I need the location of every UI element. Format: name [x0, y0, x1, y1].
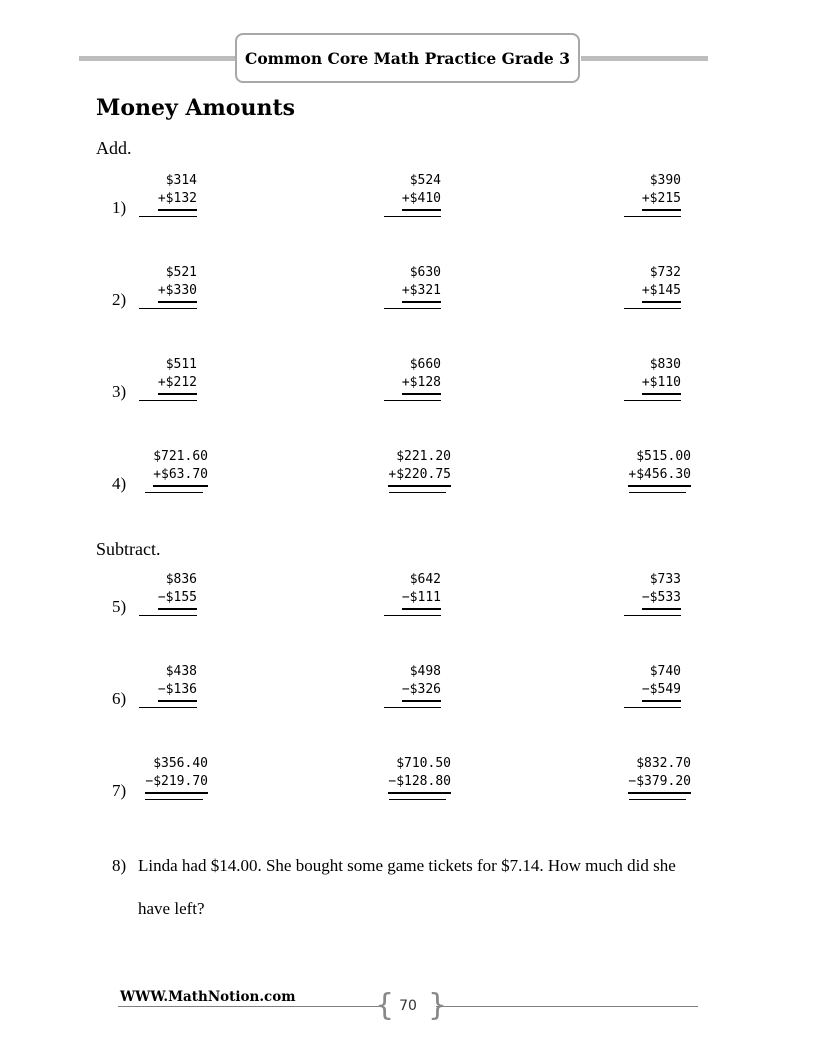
first-amount: $221.20 — [396, 449, 451, 464]
problem-row — [0, 755, 816, 825]
problem-item — [388, 755, 451, 794]
second-amount: −$128.80 — [388, 773, 451, 794]
header-rule-left — [79, 56, 237, 61]
answer-line — [139, 707, 197, 708]
second-amount: −$326 — [402, 681, 441, 702]
problem-number: 6) — [112, 689, 127, 708]
problem-item — [145, 755, 208, 794]
second-amount: −$379.20 — [628, 773, 691, 794]
problem-item — [628, 448, 691, 487]
footer-rule-right — [436, 1006, 698, 1007]
problem-item — [642, 356, 681, 395]
problem-item — [158, 663, 197, 702]
second-amount: +$220.75 — [388, 466, 451, 487]
problem-row — [0, 172, 816, 242]
answer-line — [624, 707, 681, 708]
problem-item — [402, 571, 441, 610]
first-amount: $524 — [409, 173, 441, 188]
first-amount: $740 — [649, 664, 681, 679]
second-amount: +$132 — [158, 190, 197, 211]
answer-line — [624, 615, 681, 616]
footer-rule-left — [118, 1006, 380, 1007]
problem-number: 2) — [112, 290, 127, 309]
problem-number: 4) — [112, 474, 127, 493]
answer-line — [389, 799, 446, 800]
answer-line — [624, 400, 681, 401]
header-rule-right — [581, 56, 708, 61]
subtract-section-label: Subtract. — [96, 539, 161, 559]
page-number: 70 — [399, 998, 417, 1014]
second-amount: +$63.70 — [153, 466, 208, 487]
first-amount: $660 — [409, 357, 441, 372]
answer-line — [139, 615, 197, 616]
problem-item — [642, 264, 681, 303]
first-amount: $438 — [165, 664, 197, 679]
answer-line — [384, 308, 441, 309]
answer-line — [389, 492, 446, 493]
problem-row — [0, 264, 816, 334]
problem-row — [0, 571, 816, 641]
problem-number: 7) — [112, 781, 127, 800]
answer-line — [139, 400, 197, 401]
answer-line — [624, 216, 681, 217]
first-amount: $356.40 — [153, 756, 208, 771]
second-amount: −$533 — [642, 589, 681, 610]
second-amount: +$456.30 — [628, 466, 691, 487]
first-amount: $710.50 — [396, 756, 451, 771]
first-amount: $732 — [649, 265, 681, 280]
first-amount: $832.70 — [636, 756, 691, 771]
problem-item — [158, 264, 197, 303]
problem-number: 5) — [112, 597, 127, 616]
second-amount: +$410 — [402, 190, 441, 211]
first-amount: $498 — [409, 664, 441, 679]
first-amount: $390 — [649, 173, 681, 188]
first-amount: $830 — [649, 357, 681, 372]
problem-number: 3) — [112, 382, 127, 401]
answer-line — [139, 216, 197, 217]
problem-item — [402, 663, 441, 702]
answer-line — [384, 216, 441, 217]
second-amount: +$212 — [158, 374, 197, 395]
problem-item — [402, 264, 441, 303]
problem-item — [158, 172, 197, 211]
first-amount: $733 — [649, 572, 681, 587]
first-amount: $515.00 — [636, 449, 691, 464]
answer-line — [629, 799, 686, 800]
first-amount: $521 — [165, 265, 197, 280]
first-amount: $836 — [165, 572, 197, 587]
first-amount: $721.60 — [153, 449, 208, 464]
problem-number: 1) — [112, 198, 127, 217]
word-problem-text: Linda had $14.00. She bought some game tickets for $7.14. How much did she have left? — [138, 856, 676, 918]
second-amount: +$321 — [402, 282, 441, 303]
problem-row — [0, 448, 816, 518]
answer-line — [624, 308, 681, 309]
header-title: Common Core Math Practice Grade 3 — [235, 33, 580, 83]
answer-line — [384, 615, 441, 616]
first-amount: $642 — [409, 572, 441, 587]
footer-website: WWW.MathNotion.com — [120, 989, 296, 1005]
first-amount: $511 — [165, 357, 197, 372]
second-amount: −$136 — [158, 681, 197, 702]
answer-line — [139, 308, 197, 309]
page-title: Money Amounts — [96, 95, 296, 121]
second-amount: +$145 — [642, 282, 681, 303]
problem-number: 8) — [112, 856, 127, 875]
problem-item — [402, 172, 441, 211]
second-amount: −$549 — [642, 681, 681, 702]
second-amount: −$155 — [158, 589, 197, 610]
problem-item — [153, 448, 208, 487]
right-bracket-icon: } — [428, 988, 448, 1023]
second-amount: +$128 — [402, 374, 441, 395]
left-bracket-icon: { — [375, 988, 395, 1023]
add-section-label: Add. — [96, 138, 132, 158]
problem-item — [158, 356, 197, 395]
first-amount: $630 — [409, 265, 441, 280]
problem-item — [642, 172, 681, 211]
first-amount: $314 — [165, 173, 197, 188]
problem-item — [628, 755, 691, 794]
answer-line — [384, 400, 441, 401]
problem-item — [642, 663, 681, 702]
problem-item — [158, 571, 197, 610]
second-amount: −$111 — [402, 589, 441, 610]
second-amount: +$215 — [642, 190, 681, 211]
answer-line — [629, 492, 686, 493]
answer-line — [145, 492, 203, 493]
problem-row — [0, 356, 816, 426]
answer-line — [145, 799, 203, 800]
second-amount: +$110 — [642, 374, 681, 395]
second-amount: −$219.70 — [145, 773, 208, 794]
second-amount: +$330 — [158, 282, 197, 303]
problem-item — [642, 571, 681, 610]
answer-line — [384, 707, 441, 708]
problem-item — [402, 356, 441, 395]
word-problem — [112, 844, 708, 930]
problem-row — [0, 663, 816, 733]
problem-item — [388, 448, 451, 487]
